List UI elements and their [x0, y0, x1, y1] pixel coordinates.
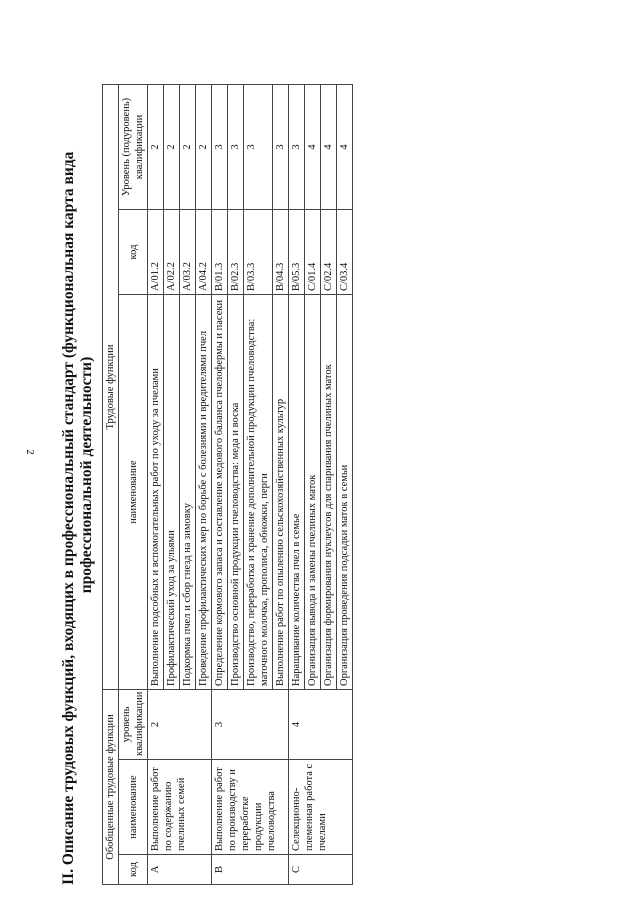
- function-code: A/02.2: [164, 210, 180, 295]
- header-labor: Трудовые функции: [103, 84, 119, 689]
- function-code: A/04.2: [196, 210, 212, 295]
- group-level: 3: [212, 690, 289, 760]
- group-name: Выполнение работ по содержанию пчелиных семей: [148, 760, 212, 855]
- function-level: 2: [164, 84, 180, 209]
- function-level: 4: [321, 84, 337, 209]
- function-level: 4: [337, 84, 353, 209]
- function-name: Организация формирования нуклеусов для спаривания пчелиных маток: [321, 295, 337, 690]
- title-line-2: профессиональной деятельности): [78, 356, 95, 594]
- functional-map-table: [102, 84, 353, 885]
- function-code: B/01.3: [212, 210, 228, 295]
- function-name: Организация вывода и замены пчелиных маток: [305, 295, 321, 690]
- group-code: A: [148, 855, 212, 885]
- title-line-1: II. Описание трудовых функций, входящих в профессиональный стандарт (функциональная карта вида: [60, 151, 77, 885]
- function-name: Проведение профилактических мер по борьбе с болезнями и вредителями пчел: [196, 295, 212, 690]
- header-sublevel: Уровень (подуровень) квалификации: [119, 84, 148, 209]
- function-code: C/03.4: [337, 210, 353, 295]
- header-row-bottom: [119, 84, 148, 884]
- function-level: 4: [305, 84, 321, 209]
- header-generalized: Обобщенные трудовые функции: [103, 690, 119, 885]
- group-level: 4: [289, 690, 353, 760]
- table-row: [289, 84, 305, 884]
- function-level: 2: [196, 84, 212, 209]
- function-level: 3: [228, 84, 244, 209]
- header-name: наименование: [119, 760, 148, 855]
- function-level: 2: [180, 84, 196, 209]
- group-name: Выполнение работ по производству и переработке продукции пчеловодства: [212, 760, 289, 855]
- function-level: 2: [148, 84, 164, 209]
- group-code: B: [212, 855, 289, 885]
- header-code: код: [119, 855, 148, 885]
- function-code: C/01.4: [305, 210, 321, 295]
- table-row: [212, 84, 228, 884]
- function-name: Подкормка пчел и сбор гнезд на зимовку: [180, 295, 196, 690]
- table-row: [148, 84, 164, 884]
- group-level: 2: [148, 690, 212, 760]
- function-name: Наращивание количества пчел в семье: [289, 295, 305, 690]
- function-code: B/02.3: [228, 210, 244, 295]
- function-name: Производство основной продукции пчеловодства: меда и воска: [228, 295, 244, 690]
- function-code: B/05.3: [289, 210, 305, 295]
- function-name: Организация проведения подсадки маток в семьи: [337, 295, 353, 690]
- function-code: C/02.4: [321, 210, 337, 295]
- rotated-sheet: [60, 65, 620, 885]
- function-code: B/04.3: [273, 210, 289, 295]
- function-name: Определение кормового запаса и составление медового баланса пчелофермы и пасеки: [212, 295, 228, 690]
- header-row-top: [103, 84, 119, 884]
- function-name: Производство, переработка и хранение дополнительной продукции пчеловодства: маточного молочка, прополиса, обножки, перги: [244, 295, 273, 690]
- group-code: C: [289, 855, 353, 885]
- group-name: Селекционно-племенная работа с пчелами: [289, 760, 353, 855]
- function-name: Выполнение подсобных и вспомогательных работ по уходу за пчелами: [148, 295, 164, 690]
- page-number: 2: [24, 449, 36, 455]
- header-func-code: код: [119, 210, 148, 295]
- function-level: 3: [244, 84, 273, 209]
- function-code: B/03.3: [244, 210, 273, 295]
- function-level: 3: [273, 84, 289, 209]
- section-title: [60, 65, 96, 885]
- function-name: Выполнение работ по опылению сельскохозяйственных культур: [273, 295, 289, 690]
- function-name: Профилактический уход за ульями: [164, 295, 180, 690]
- function-code: A/03.2: [180, 210, 196, 295]
- header-level: уровень квалификации: [119, 690, 148, 760]
- function-level: 3: [212, 84, 228, 209]
- function-code: A/01.2: [148, 210, 164, 295]
- header-func-name: наименование: [119, 295, 148, 690]
- function-level: 3: [289, 84, 305, 209]
